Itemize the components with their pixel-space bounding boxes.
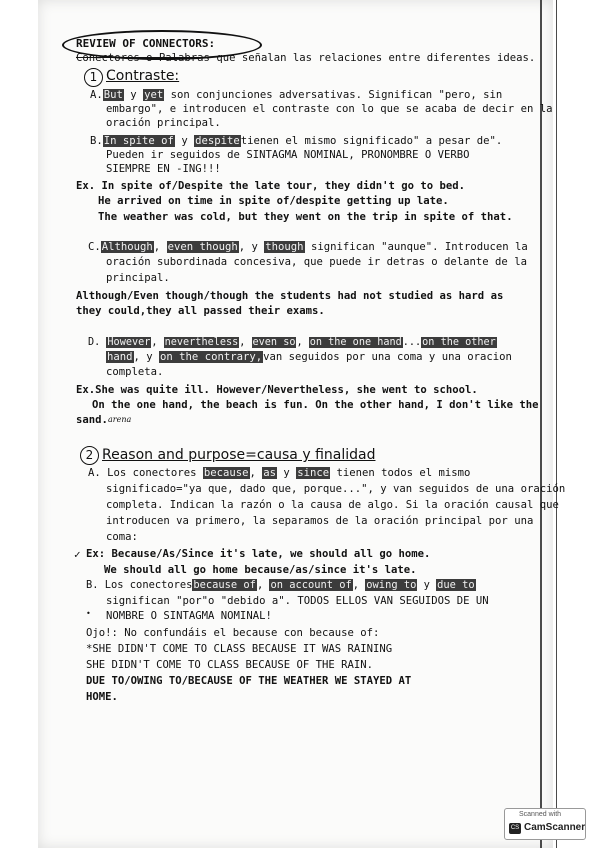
item-2a-line4: introducen va primero, la separamos de la oración principal por una xyxy=(106,515,534,527)
highlight-because-of: because of xyxy=(193,579,256,591)
item-a-line2: embargo", e introducen el contraste con lo que se acaba de decir en la xyxy=(106,103,553,115)
text: Los conectores xyxy=(107,467,197,479)
example-2a-1: Ex: Because/As/Since it's late, we should all go home. xyxy=(86,548,431,560)
page-title: REVIEW OF CONNECTORS: xyxy=(76,37,216,50)
text: significan "aunque". Introducen la xyxy=(310,241,528,253)
highlight-however: However xyxy=(107,337,151,348)
conj: y xyxy=(130,89,137,101)
watermark-line2: CamScanner xyxy=(524,822,586,833)
example-d-3: sand. xyxy=(76,414,108,426)
highlight-even-so: even so xyxy=(252,337,296,348)
item-letter: C. xyxy=(88,241,101,253)
highlight-nevertheless: nevertheless xyxy=(164,337,239,348)
item-letter: A. xyxy=(88,467,101,479)
highlight-on-the-one-hand: on the one hand xyxy=(309,337,402,348)
highlight-in-spite-of: In spite of xyxy=(103,135,174,147)
item-c-line1: C.Although, even though, y though significan "aunque". Introducen la xyxy=(88,241,528,253)
section-number-1: 1 xyxy=(84,68,103,87)
example-ab-1: Ex. In spite of/Despite the late tour, they didn't go to bed. xyxy=(76,180,466,192)
conj: , y xyxy=(133,351,153,363)
item-2a-line1: A. Los conectores because, as y since tienen todos el mismo xyxy=(88,467,471,479)
intro-label: Conectores o Palabras xyxy=(76,52,210,64)
highlight-as: as xyxy=(263,467,277,479)
example-ab-3: The weather was cold, but they went on the trip in spite of that. xyxy=(98,211,513,223)
highlight-on-the-contrary: on the contrary, xyxy=(160,351,263,363)
example-d-1: Ex.She was quite ill. However/Nevertheless, she went to school. xyxy=(76,384,478,396)
ellipsis: ... xyxy=(402,337,422,348)
highlight-due-to: due to xyxy=(437,579,475,591)
conj: y xyxy=(181,135,188,147)
item-letter: B. xyxy=(86,579,99,591)
text: tienen el mismo significado" a pesar de". xyxy=(240,135,503,147)
text: Los conectores xyxy=(104,579,193,591)
highlight-owing-to: owing to xyxy=(366,579,417,591)
text: van seguidos por una coma y una oracion xyxy=(263,351,512,363)
highlight-because: because xyxy=(203,467,249,479)
item-2a-line5: coma: xyxy=(106,531,138,543)
highlight-even-though: even though xyxy=(167,241,238,253)
item-a-line1 xyxy=(90,89,502,102)
text: tienen todos el mismo xyxy=(336,467,471,479)
item-2a-line2: significado="ya que, dado que, porque...", y van seguidos de una oración xyxy=(106,483,566,495)
section-heading-reason: Reason and purpose=causa y finalidad xyxy=(102,447,376,463)
caps-line-4: HOME. xyxy=(86,691,118,703)
conj: y xyxy=(423,579,430,591)
example-2a-2: We should all go home because/as/since it's late. xyxy=(104,564,417,576)
caps-line-1: *SHE DIDN'T COME TO CLASS BECAUSE IT WAS RAINING xyxy=(86,643,393,655)
item-b-line2: Pueden ir seguidos de SINTAGMA NOMINAL, PRONOMBRE O VERBO xyxy=(106,149,470,161)
handwritten-note: arena xyxy=(108,415,132,424)
scanner-watermark xyxy=(504,808,586,840)
item-2b-line2: significan "por"o "debido a". TODOS ELLOS VAN SEGUIDOS DE UN xyxy=(106,595,489,607)
caps-line-2: SHE DIDN'T COME TO CLASS BECAUSE OF THE RAIN. xyxy=(86,659,374,671)
caps-line-3: DUE TO/OWING TO/BECAUSE OF THE WEATHER WE STAYED AT xyxy=(86,675,412,687)
conj: , y xyxy=(238,241,258,253)
check-mark-icon: ✓ xyxy=(74,548,81,561)
highlight-on-account-of: on account of xyxy=(270,579,352,591)
section-number-2: 2 xyxy=(80,446,99,465)
highlight-although: Although xyxy=(101,241,153,253)
highlight-but: But xyxy=(103,89,123,101)
item-2b-line1: B. Los conectoresbecause of, on account of, owing to y due to xyxy=(86,579,475,591)
example-c-1: Although/Even though/though the students had not studied as hard as xyxy=(76,290,504,302)
item-d-line3: completa. xyxy=(106,366,164,378)
conj: y xyxy=(283,467,290,479)
highlight-since: since xyxy=(297,467,330,479)
item-b-line1 xyxy=(90,135,502,148)
intro-text: que señalan las relaciones entre diferentes ideas. xyxy=(216,52,536,64)
item-b-line3: SIEMPRE EN -ING!!! xyxy=(106,163,221,175)
item-d-line2 xyxy=(106,351,512,364)
item-letter: A. xyxy=(90,89,103,101)
item-c-line2: oración subordinada concesiva, que puede ir detras o delante de la xyxy=(106,256,527,268)
item-c-line3: principal. xyxy=(106,272,170,284)
highlight-hand: hand xyxy=(107,351,133,363)
ojo-note: Ojo!: No confundáis el because con because of: xyxy=(86,627,380,639)
item-d-line1: D. However, nevertheless, even so, on the one hand...on the other xyxy=(88,337,496,348)
example-c-2: they could,they all passed their exams. xyxy=(76,305,325,317)
item-a-line3: oración principal. xyxy=(106,117,221,129)
page-edge-line xyxy=(540,0,542,848)
highlight-despite: despite xyxy=(195,135,240,147)
item-letter: B. xyxy=(90,135,103,147)
bullet-icon: • xyxy=(86,609,91,618)
item-letter: D. xyxy=(88,337,101,348)
item-2b-line3: NOMBRE O SINTAGMA NOMINAL! xyxy=(106,610,272,622)
item-2a-line3: completa. Indican la razón o la causa de algo. Si la oración causal que xyxy=(106,499,559,511)
intro-line xyxy=(76,52,535,65)
camscanner-logo-icon: CS xyxy=(509,823,521,834)
page-edge-line-2 xyxy=(556,0,557,848)
section-heading-contraste: Contraste: xyxy=(106,68,180,84)
highlight-though: though xyxy=(265,241,304,253)
example-ab-2: He arrived on time in spite of/despite getting up late. xyxy=(98,195,449,207)
watermark-line1: Scanned with xyxy=(519,811,562,818)
text: son conjunciones adversativas. Significan "pero, sin xyxy=(170,89,503,101)
highlight-on-the-other: on the other xyxy=(422,337,496,348)
highlight-yet: yet xyxy=(144,89,164,101)
example-d-2: On the one hand, the beach is fun. On the other hand, I don't like the xyxy=(92,399,539,411)
